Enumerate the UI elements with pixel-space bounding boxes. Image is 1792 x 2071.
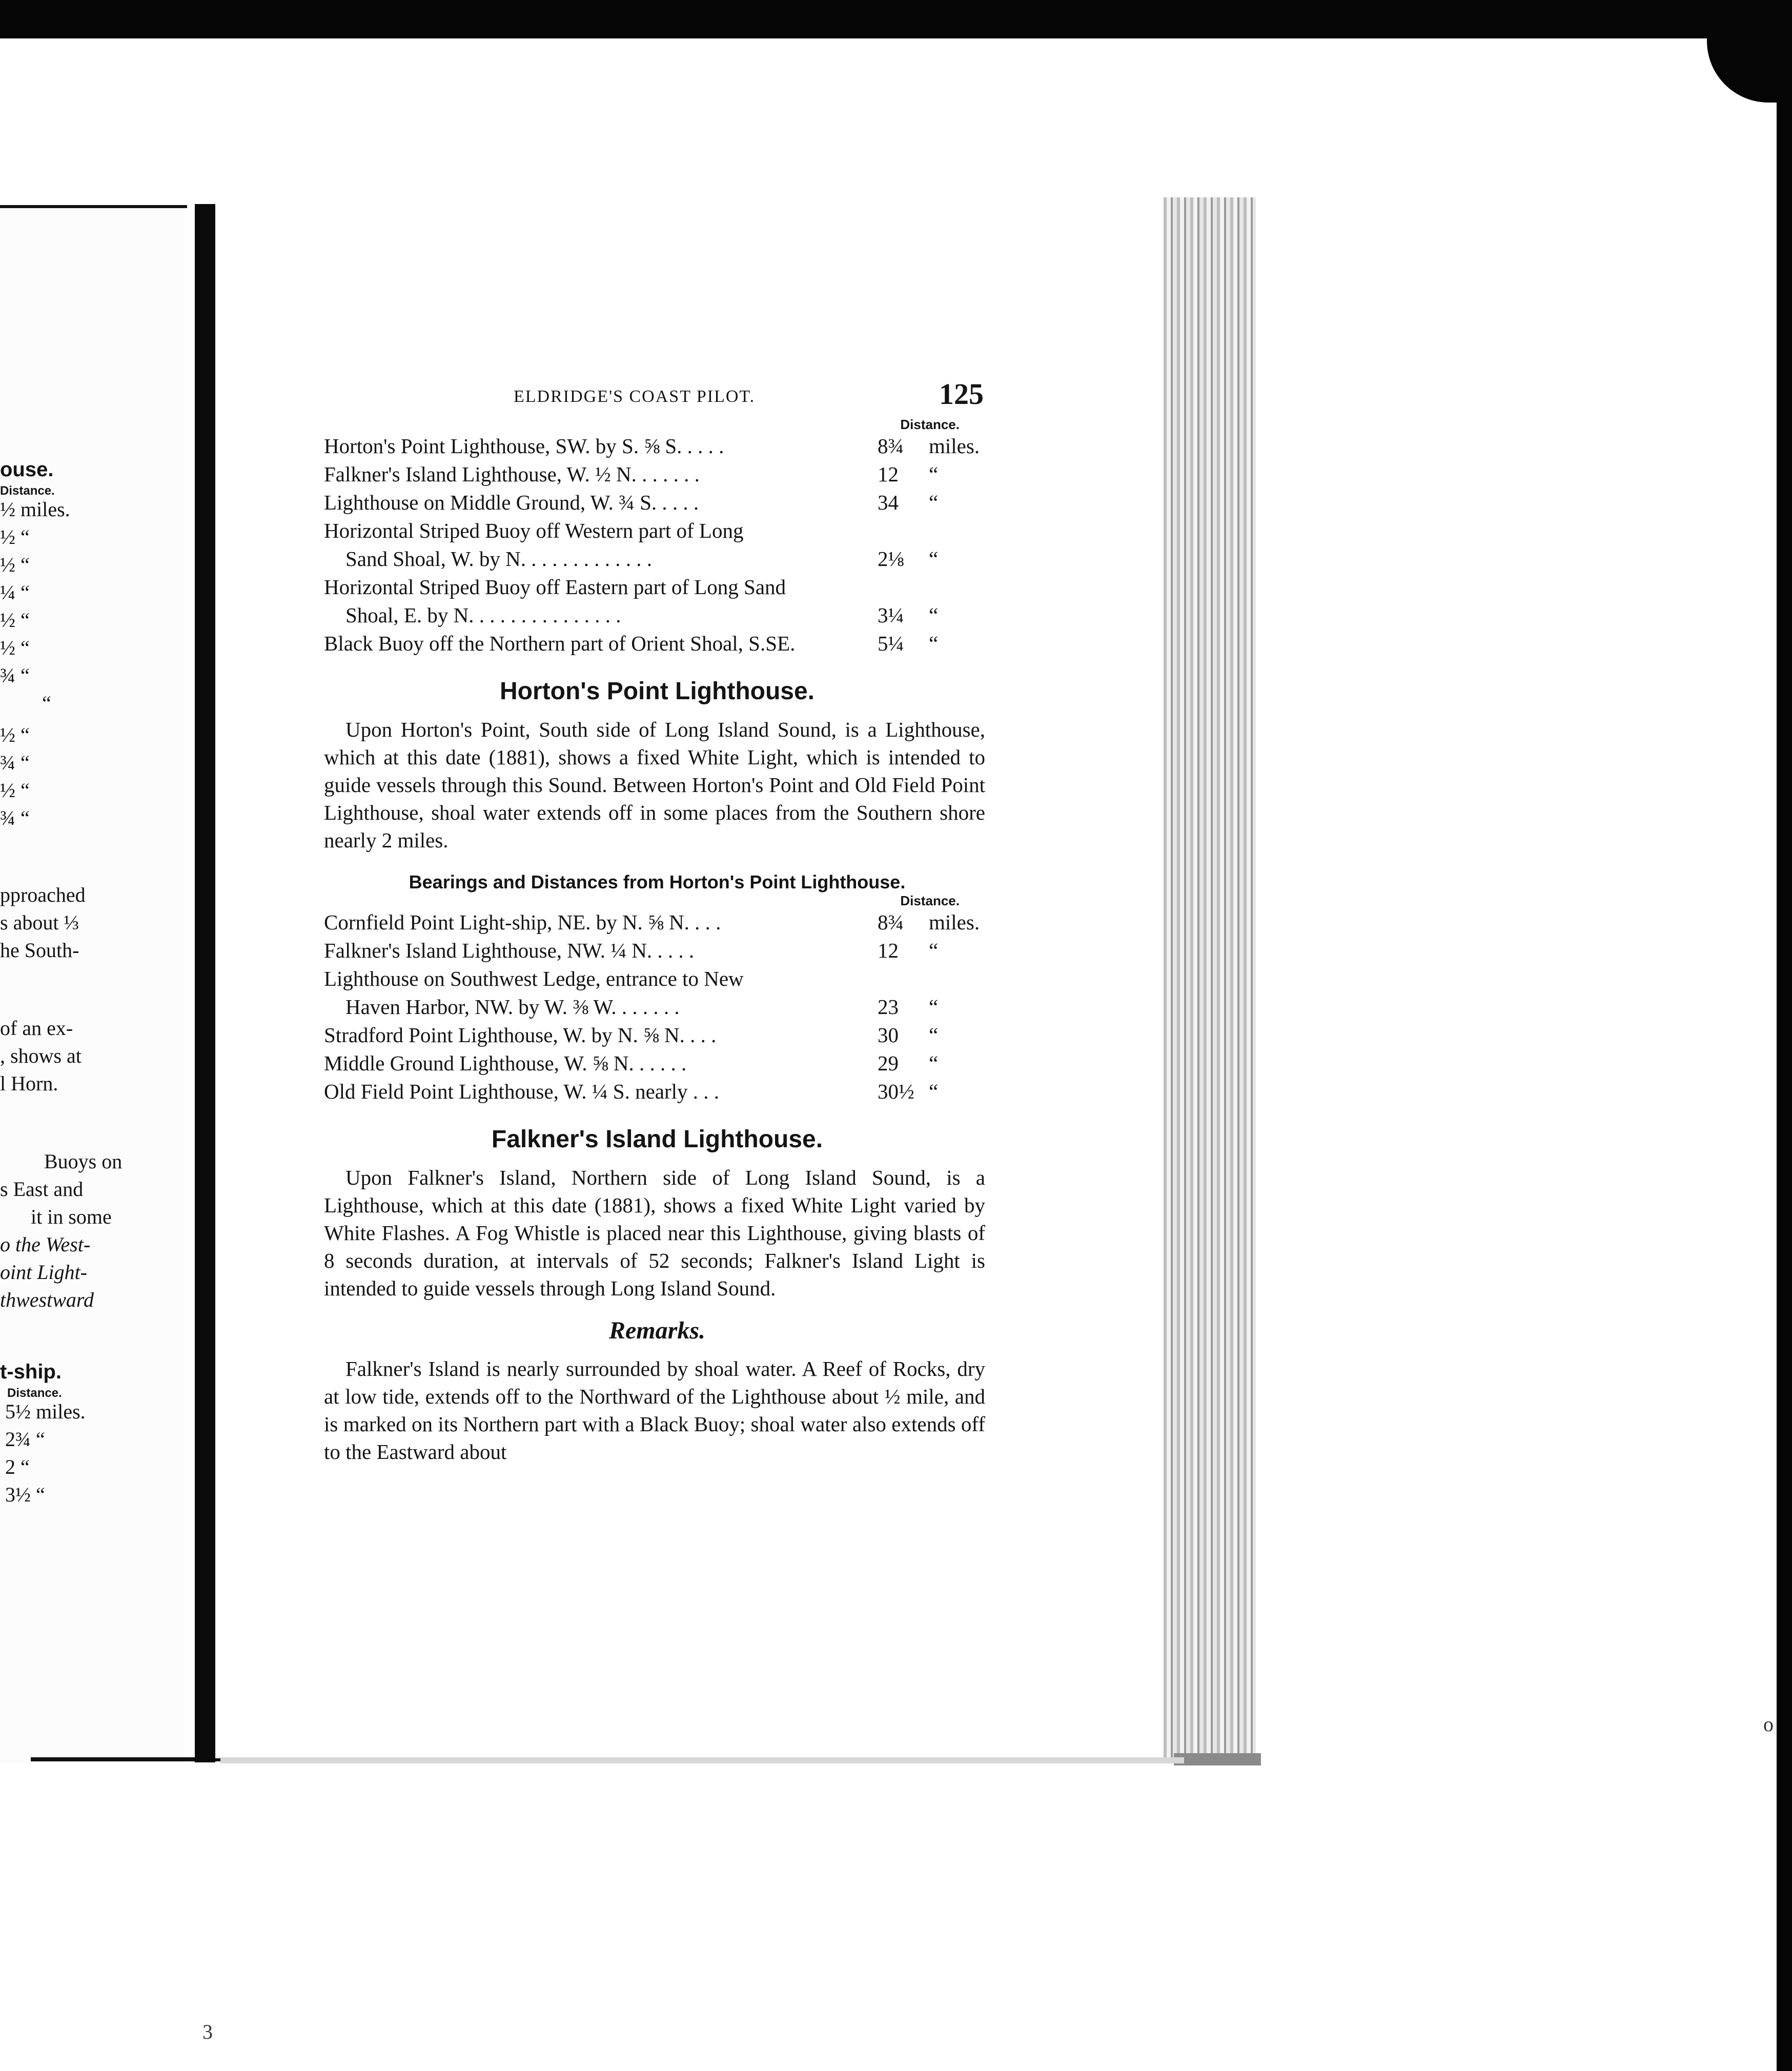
distance-unit: “ bbox=[929, 995, 939, 1019]
left-fragment: ¾ “ bbox=[0, 751, 30, 774]
scan-border-top bbox=[0, 0, 1792, 38]
distance-value: 30½ bbox=[878, 1080, 914, 1103]
distance-unit: “ bbox=[929, 1051, 939, 1075]
left-fragment: o the West- bbox=[0, 1233, 91, 1256]
distance-unit: miles. bbox=[929, 434, 980, 458]
bearing-text: Sand Shoal, W. by N. . . . . . . . . . . . . bbox=[345, 547, 652, 571]
paragraph-text: Upon Falkner's Island, Northern side of Long Island Sound, is a Lighthouse, which at this date (1881), shows a fixed White Light varied by White Flashes. A Fog Whistle is placed near this Lighthouse, giving blasts of 8 seconds duration, at intervals of 52 seconds; Falkner's Island Light is intended to guide vessels through Long Island Sound. bbox=[324, 1166, 985, 1300]
left-fragment: ouse. bbox=[0, 458, 54, 481]
distance-value: 5¼ bbox=[878, 632, 904, 655]
margin-mark: 3 bbox=[202, 2020, 213, 2043]
distance-unit: “ bbox=[929, 491, 939, 514]
bearing-text: Horizontal Striped Buoy off Eastern part of Long Sand bbox=[324, 575, 786, 599]
bearing-text: Stradford Point Lighthouse, W. by N. ⅝ N. . . . bbox=[324, 1023, 717, 1047]
left-fragment: ½ “ bbox=[0, 636, 30, 659]
left-fragment: ½ “ bbox=[0, 723, 30, 746]
scan-border-right bbox=[1777, 0, 1792, 2071]
distance-value: 34 bbox=[878, 491, 899, 514]
distance-value: 8¾ bbox=[878, 434, 904, 458]
page-content bbox=[324, 377, 990, 1466]
left-fragment: ¾ “ bbox=[0, 664, 30, 687]
bearing-text: Falkner's Island Lighthouse, NW. ¼ N. . . . . bbox=[324, 939, 695, 962]
bearing-text: Lighthouse on Southwest Ledge, entrance to New bbox=[324, 967, 744, 990]
table-row bbox=[324, 1021, 990, 1049]
table-row bbox=[324, 1078, 990, 1106]
remarks-paragraph bbox=[324, 1355, 985, 1466]
paragraph-text: Upon Horton's Point, South side of Long Island Sound, is a Lighthouse, which at this date (1881), shows a fixed White Light, which is intended to guide vessels through this Sound. Between Horton's Point and Old Field Point Lighthouse, shoal water extends off in some places from the Southern shore nearly 2 miles. bbox=[324, 718, 985, 852]
left-fragment: it in some bbox=[31, 1205, 112, 1228]
bearings-table-2 bbox=[324, 908, 990, 1106]
bearing-text: Middle Ground Lighthouse, W. ⅝ N. . . . . . bbox=[324, 1051, 687, 1075]
left-fragment: Buoys on bbox=[44, 1150, 123, 1173]
table-row bbox=[324, 965, 990, 993]
distance-unit: “ bbox=[929, 632, 939, 655]
distance-unit: miles. bbox=[929, 910, 980, 934]
distance-value: 12 bbox=[878, 939, 899, 962]
distance-value: 30 bbox=[878, 1023, 899, 1047]
left-fragment: pproached bbox=[0, 883, 86, 906]
table-row bbox=[324, 573, 990, 601]
left-fragment: 3½ “ bbox=[5, 1483, 45, 1506]
page-header bbox=[324, 377, 990, 413]
left-fragment: s about ⅓ bbox=[0, 911, 79, 934]
section-heading: Horton's Point Lighthouse. bbox=[499, 678, 814, 705]
distance-unit: “ bbox=[929, 1023, 939, 1047]
distance-unit: “ bbox=[929, 547, 939, 571]
left-fragment: ½ “ bbox=[0, 608, 30, 632]
left-fragment: 2 “ bbox=[5, 1455, 30, 1478]
left-fragment: l Horn. bbox=[0, 1072, 58, 1095]
left-fragment: ½ miles. bbox=[0, 498, 70, 521]
book-spine bbox=[195, 204, 215, 1762]
left-fragment: of an ex- bbox=[0, 1017, 73, 1040]
bearing-text: Old Field Point Lighthouse, W. ¼ S. nearly . . . bbox=[324, 1080, 720, 1103]
page-bottom-edge bbox=[220, 1757, 1184, 1763]
table-row bbox=[324, 601, 990, 630]
page-edges bbox=[1164, 197, 1256, 1761]
page-number: 125 bbox=[939, 377, 984, 411]
left-fragment: ½ “ bbox=[0, 553, 30, 576]
running-head: ELDRIDGE'S COAST PILOT. bbox=[514, 387, 756, 406]
left-fragment: Distance. bbox=[7, 1386, 62, 1400]
bearing-text: Black Buoy off the Northern part of Orient Shoal, S.SE. bbox=[324, 632, 796, 655]
left-page-top-edge bbox=[0, 205, 187, 208]
left-fragment: s East and bbox=[0, 1177, 84, 1201]
bearing-text: Horton's Point Lighthouse, SW. by S. ⅝ S. . . . . bbox=[324, 434, 724, 458]
left-fragment: ½ “ bbox=[0, 779, 30, 802]
left-fragment: he South- bbox=[0, 939, 79, 962]
left-fragment: ½ “ bbox=[0, 525, 30, 549]
bearing-text: Falkner's Island Lighthouse, W. ½ N. . . . . . . bbox=[324, 462, 700, 486]
table-row bbox=[324, 1049, 990, 1078]
distance-value: 23 bbox=[878, 995, 899, 1019]
table-row bbox=[324, 489, 990, 517]
page-edges-shadow bbox=[1174, 1753, 1261, 1765]
table-row bbox=[324, 993, 990, 1021]
bearing-text: Lighthouse on Middle Ground, W. ¾ S. . . . . bbox=[324, 491, 699, 514]
paragraph-text: Falkner's Island is nearly surrounded by shoal water. A Reef of Rocks, dry at low tide, extends off to the Northward of the Lighthouse about ½ mile, and is marked on its Northern part with a Black Buoy; shoal water also extends off to the Eastward about bbox=[324, 1357, 985, 1464]
table-row bbox=[324, 517, 990, 545]
table-row bbox=[324, 545, 990, 573]
table-row bbox=[324, 908, 990, 937]
left-fragment: Distance. bbox=[0, 484, 55, 498]
distance-column-header: Distance. bbox=[900, 893, 960, 908]
table-row bbox=[324, 630, 990, 658]
left-fragment: ¼ “ bbox=[0, 581, 30, 604]
bearings-table-1 bbox=[324, 432, 990, 658]
left-fragment: ¾ “ bbox=[0, 806, 30, 829]
remarks-heading: Remarks. bbox=[608, 1317, 705, 1344]
distance-unit: “ bbox=[929, 603, 939, 627]
left-fragment: oint Light- bbox=[0, 1261, 88, 1284]
margin-mark: o bbox=[1763, 1713, 1774, 1736]
distance-value: 3¼ bbox=[878, 603, 904, 627]
left-fragment: , shows at bbox=[0, 1044, 82, 1067]
section-heading: Falkner's Island Lighthouse. bbox=[491, 1126, 823, 1153]
left-fragment: t-ship. bbox=[0, 1361, 62, 1383]
distance-unit: “ bbox=[929, 939, 939, 962]
distance-value: 2⅛ bbox=[878, 547, 904, 571]
left-fragment: 5½ miles. bbox=[5, 1400, 86, 1423]
bearing-text: Shoal, E. by N. . . . . . . . . . . . . . . bbox=[345, 603, 621, 627]
previous-page bbox=[0, 205, 185, 1763]
distance-value: 8¾ bbox=[878, 910, 904, 934]
table-heading: Bearings and Distances from Horton's Point Lighthouse. bbox=[409, 871, 906, 892]
table-row bbox=[324, 460, 990, 489]
distance-value: 12 bbox=[878, 462, 899, 486]
section-paragraph bbox=[324, 1164, 985, 1302]
table-row bbox=[324, 432, 990, 460]
bearing-text: Horizontal Striped Buoy off Western part of Long bbox=[324, 519, 744, 542]
left-fragment: thwestward bbox=[0, 1288, 94, 1311]
left-fragment: 2¾ “ bbox=[5, 1428, 45, 1451]
section-paragraph bbox=[324, 716, 985, 854]
left-fragment: “ bbox=[42, 692, 51, 715]
distance-unit: “ bbox=[929, 462, 939, 486]
distance-column-header: Distance. bbox=[900, 417, 960, 432]
distance-unit: “ bbox=[929, 1080, 939, 1103]
distance-value: 29 bbox=[878, 1051, 899, 1075]
bearing-text: Cornfield Point Light-ship, NE. by N. ⅝ N. . . . bbox=[324, 910, 721, 934]
table-row bbox=[324, 937, 990, 965]
bearing-text: Haven Harbor, NW. by W. ⅜ W. . . . . . . bbox=[345, 995, 680, 1019]
